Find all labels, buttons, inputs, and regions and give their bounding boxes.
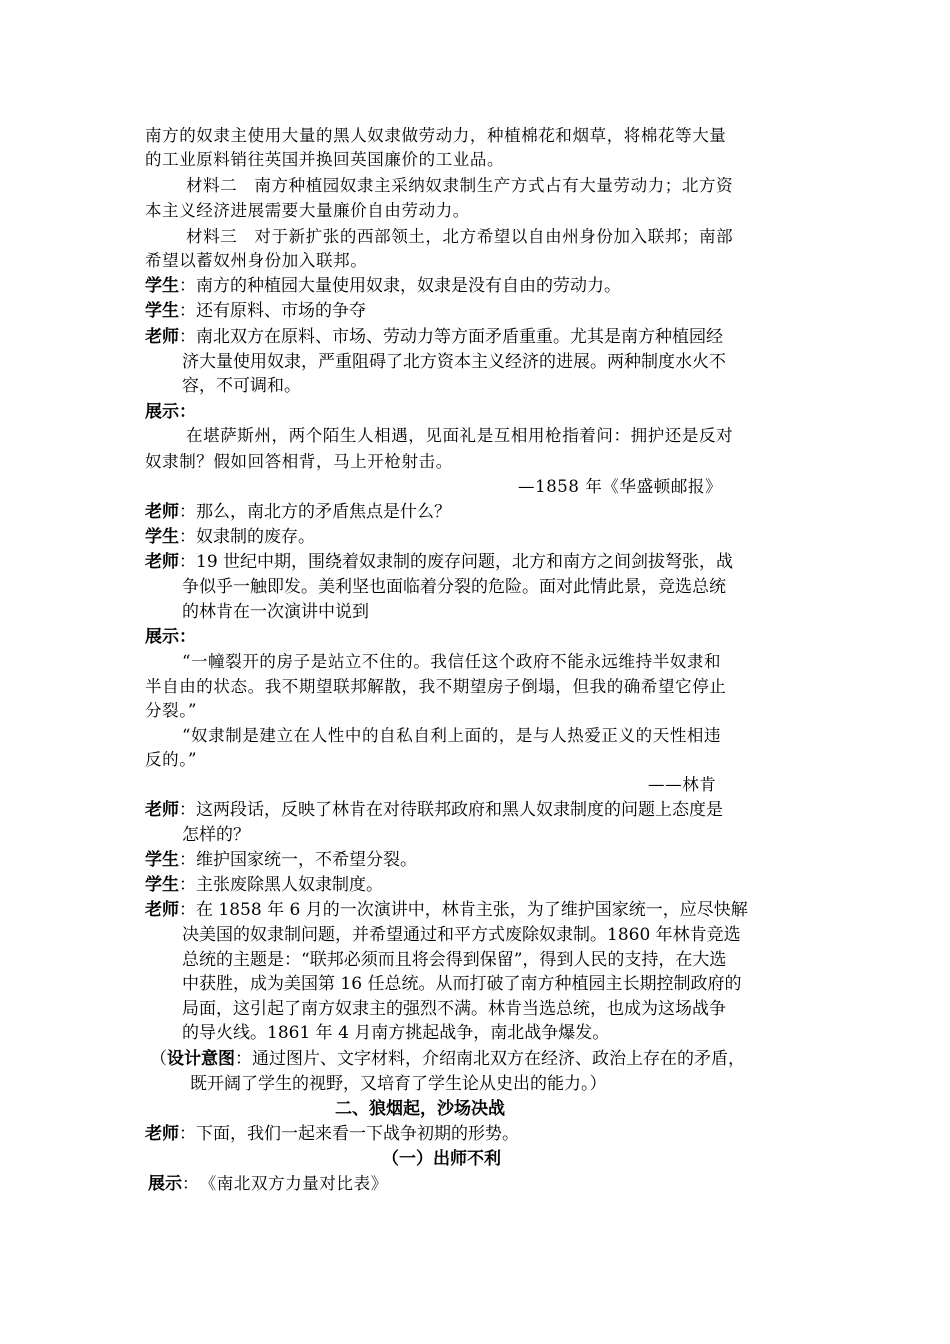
speaker-label: 老师 [145, 900, 179, 920]
dialogue-line: 老师：下面，我们一起来看一下战争初期的形势。 [145, 1124, 519, 1144]
dialogue-line-cont: 争似乎一触即发。美利坚也面临着分裂的危险。面对此情此景，竞选总统 [182, 577, 726, 597]
dialogue-line: 展示： [145, 402, 196, 422]
speaker-label: 老师 [145, 502, 179, 522]
paragraph-line: 的工业原料销往英国并换回英国廉价的工业品。 [145, 150, 505, 169]
paragraph-line: 本主义经济进展需要大量廉价自由劳动力。 [145, 201, 470, 220]
quote-line: 反的。” [145, 750, 198, 769]
dialogue-line: 学生：维护国家统一，不希望分裂。 [145, 850, 417, 870]
dialogue-line: 学生：南方的种植园大量使用奴隶，奴隶是没有自由的劳动力。 [145, 276, 621, 296]
speaker-label: 老师 [145, 800, 179, 820]
dialogue-line-cont: 总统的主题是：“联邦必须而且将会得到保留”，得到人民的支持，在大选 [182, 950, 727, 970]
speaker-label: 展示 [148, 1174, 182, 1194]
dialogue-line: 展示： [145, 627, 196, 647]
speaker-label: 学生 [145, 850, 179, 870]
speaker-label: 学生 [145, 301, 179, 321]
quote-source: —1858 年《华盛顿邮报》 [518, 477, 723, 496]
quote-line: 分裂。” [145, 701, 198, 720]
speaker-label: 老师 [145, 552, 179, 572]
dialogue-line-cont: 怎样的？ [182, 825, 250, 845]
dialogue-line: 展示： 《南北双方力量对比表》 [148, 1174, 388, 1194]
quote-line: 奴隶制？假如回答相背，马上开枪射击。 [145, 452, 453, 471]
speaker-label: 展示 [145, 402, 179, 422]
quote-line: “一幢裂开的房子是站立不住的。我信任这个政府不能永远维持半奴隶和 [182, 652, 722, 671]
dialogue-line-cont: 的林肯在一次演讲中说到 [182, 602, 369, 622]
quote-line: “奴隶制是建立在人性中的自私自利上面的，是与人热爱正义的天性相违 [182, 726, 722, 745]
speaker-label: 学生 [145, 875, 179, 895]
subsection-heading: （一）出师不利 [382, 1149, 501, 1169]
quote-source: ——林肯 [648, 775, 717, 794]
dialogue-line: 老师：19 世纪中期，围绕着奴隶制的废存问题，北方和南方之间剑拔弩张，战 [145, 552, 734, 572]
dialogue-line: 老师：南北双方在原料、市场、劳动力等方面矛盾重重。尤其是南方种植园经 [145, 327, 723, 347]
material-2-line: 材料二 南方种植园奴隶主采纳奴隶制生产方式占有大量劳动力；北方资 [186, 176, 734, 195]
dialogue-line: 老师：那么，南北方的矛盾焦点是什么？ [145, 502, 451, 522]
speaker-label: 老师 [145, 327, 179, 347]
design-intent-label: 设计意图 [167, 1049, 235, 1069]
dialogue-line: 学生：主张废除黑人奴隶制度。 [145, 875, 383, 895]
speaker-label: 展示 [145, 627, 179, 647]
quote-line: 半自由的状态。我不期望联邦解散，我不期望房子倒塌，但我的确希望它停止 [145, 677, 727, 696]
dialogue-line-cont: 的导火线。1861 年 4 月南方挑起战争，南北战争爆发。 [182, 1023, 610, 1043]
speaker-label: 学生 [145, 527, 179, 547]
dialogue-line: 老师：这两段话，反映了林肯在对待联邦政府和黑人奴隶制度的问题上态度是 [145, 800, 723, 820]
dialogue-line-cont: 决美国的奴隶制问题，并希望通过和平方式废除奴隶制。1860 年林肯竞选 [182, 925, 741, 945]
dialogue-line: 学生：还有原料、市场的争夺 [145, 301, 366, 321]
section-heading: 二、狼烟起，沙场决战 [335, 1099, 505, 1119]
material-3-line: 材料三 对于新扩张的西部领土，北方希望以自由州身份加入联邦；南部 [186, 227, 734, 246]
dialogue-line-cont: 中获胜，成为美国第 16 任总统。从而打破了南方种植园主长期控制政府的 [182, 974, 742, 994]
design-intent-line: （设计意图：通过图片、文字材料，介绍南北双方在经济、政治上存在的矛盾， [150, 1049, 745, 1069]
dialogue-line: 老师：在 1858 年 6 月的一次演讲中，林肯主张，为了维护国家统一，应尽快解 [145, 900, 748, 920]
paragraph-line: 南方的奴隶主使用大量的黑人奴隶做劳动力，种植棉花和烟草，将棉花等大量 [145, 126, 727, 145]
dialogue-line-cont: 局面，这引起了南方奴隶主的强烈不满。林肯当选总统，也成为这场战争 [182, 999, 726, 1019]
dialogue-line-cont: 容，不可调和。 [182, 376, 301, 396]
quote-line: 在堪萨斯州，两个陌生人相遇，见面礼是互相用枪指着问：拥护还是反对 [186, 426, 734, 445]
dialogue-line-cont: 济大量使用奴隶，严重阻碍了北方资本主义经济的进展。两种制度水火不 [182, 352, 726, 372]
design-intent-line-cont: 既开阔了学生的视野，又培育了学生论从史出的能力。） [190, 1074, 607, 1094]
dialogue-line: 学生：奴隶制的废存。 [145, 527, 315, 547]
speaker-label: 老师 [145, 1124, 179, 1144]
paragraph-line: 希望以蓄奴州身份加入联邦。 [145, 251, 368, 270]
speaker-label: 学生 [145, 276, 179, 296]
